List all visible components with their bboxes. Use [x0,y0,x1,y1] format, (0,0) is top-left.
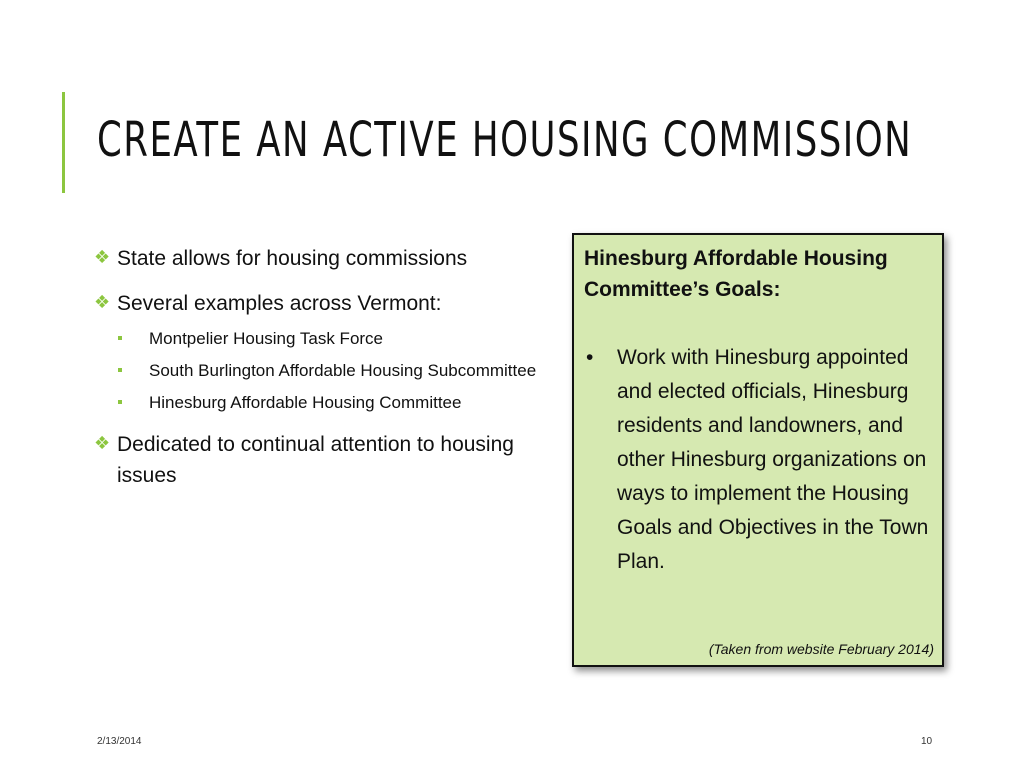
footer-date: 2/13/2014 [97,736,142,747]
goals-box-bullet [584,341,934,579]
goals-box-source-note: (Taken from website February 2014) [708,641,934,657]
round-bullet-icon: • [586,346,594,369]
sub-list [94,327,544,415]
page-number: 10 [921,736,933,747]
list-item-text: State allows for housing commissions [117,247,468,270]
diamond-quad-bullet-icon: ❖ [94,247,111,267]
sub-list-item-text: Montpelier Housing Task Force [149,329,384,348]
sub-list-item [94,391,544,415]
list-item [94,429,544,491]
list-item [94,243,544,274]
goals-box-title: Hinesburg Affordable Housing Committee’s Goals: [584,247,888,301]
goals-callout-box [572,233,944,667]
square-bullet-icon [118,368,122,372]
diamond-quad-bullet-icon: ❖ [94,292,111,312]
diamond-quad-bullet-icon: ❖ [94,433,111,453]
list-item-text: Several examples across Vermont: [117,292,442,315]
left-bullet-list [94,243,544,491]
goals-box-bullet-text: Work with Hinesburg appointed and elected officials, Hinesburg residents and landowners, and other Hinesburg organizations on ways to implement the Housing Goals and Objectives in the Town Plan. [617,346,929,573]
square-bullet-icon [118,336,122,340]
title-accent-bar [62,92,65,193]
list-item [94,288,544,319]
sub-list-item [94,359,544,383]
slide-title: CREATE AN ACTIVE HOUSING COMMISSION [97,112,913,168]
sub-list-item-text: South Burlington Affordable Housing Subcommittee [149,361,537,380]
square-bullet-icon [118,400,122,404]
sub-list-item [94,327,544,351]
sub-list-item-text: Hinesburg Affordable Housing Committee [149,393,462,412]
list-item-text: Dedicated to continual attention to housing issues [117,433,514,487]
